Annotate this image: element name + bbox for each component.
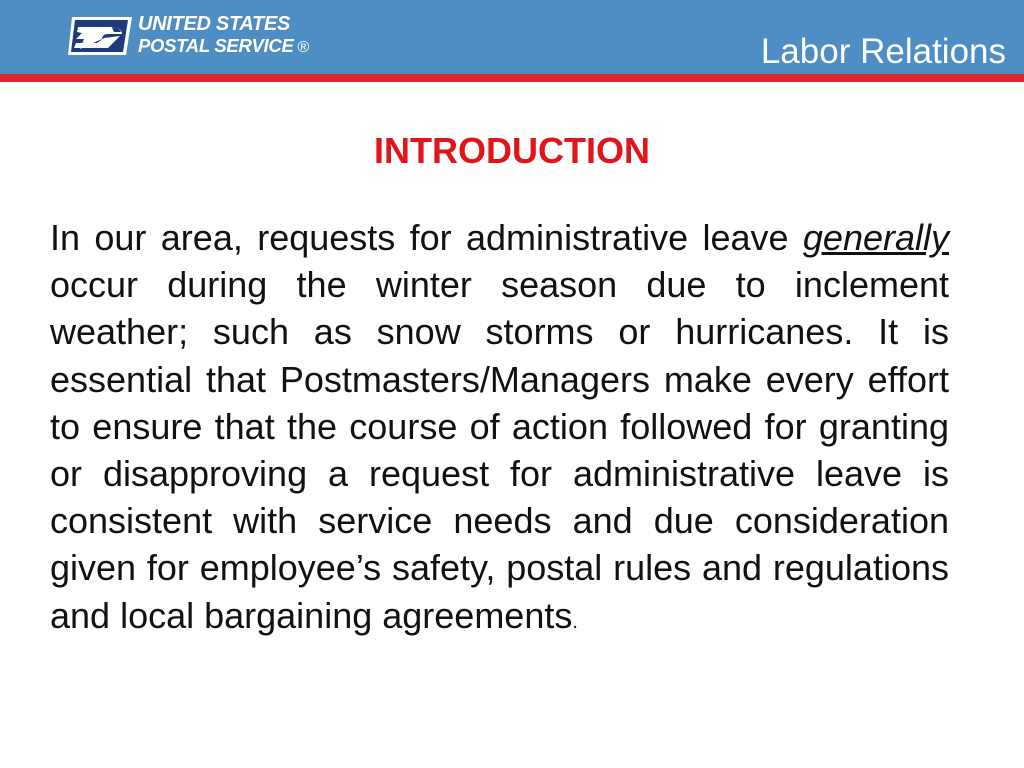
body-text-rest: occur during the winter season due to inclement weather; such as snow storms or hurricanes. It is essential that Postmasters/Managers make every effort to ensure that the course of action followed for granting or disapproving a request for administrative leave is consistent with service needs and due consideration given for employee’s safety, postal rules and regulations and local bargaining agreements	[50, 264, 949, 636]
logo-text-united-states: UNITED STATES	[138, 13, 291, 35]
section-title: Labor Relations	[760, 32, 1006, 71]
body-paragraph	[50, 214, 949, 646]
header-banner	[0, 0, 1024, 74]
slide-heading: INTRODUCTION	[374, 130, 650, 171]
logo-text-postal-service-label: POSTAL SERVICE	[138, 35, 294, 56]
logo-text-postal-service	[138, 35, 309, 58]
body-text-period: .	[572, 610, 578, 633]
usps-logo	[68, 14, 309, 58]
header-red-stripe	[0, 74, 1024, 82]
eagle-icon	[68, 15, 134, 57]
registered-mark: ®	[297, 39, 309, 56]
body-text-start: In our area, requests for administrative leave	[50, 217, 789, 258]
body-text-emphasis: generally	[802, 217, 949, 258]
